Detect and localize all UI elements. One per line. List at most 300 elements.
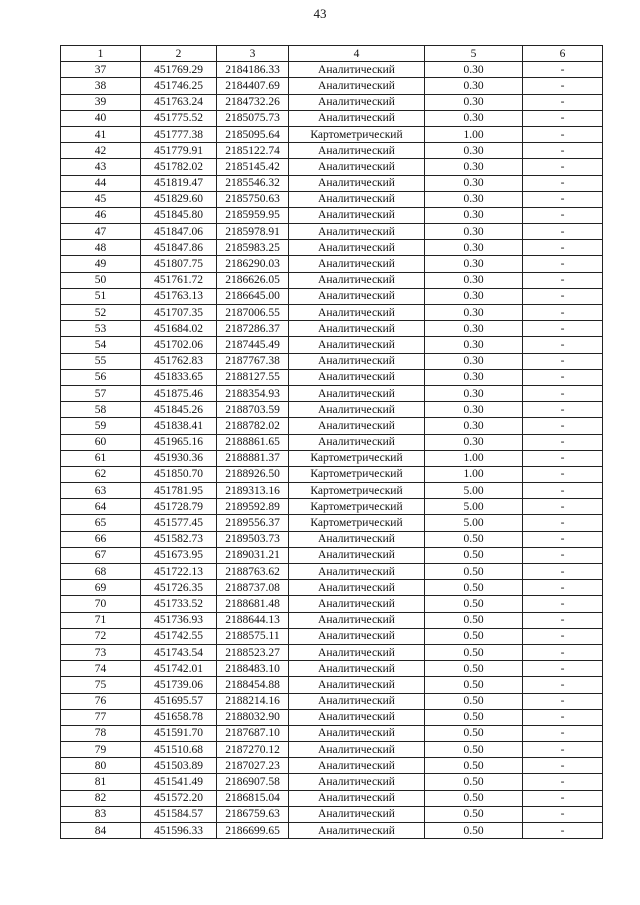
method-cell: Аналитический: [289, 288, 425, 304]
accuracy-cell: 0.30: [425, 175, 523, 191]
method-cell: Аналитический: [289, 240, 425, 256]
y-coordinate-cell: 2188483.10: [217, 661, 289, 677]
accuracy-cell: 0.30: [425, 337, 523, 353]
point-number-cell: 44: [61, 175, 141, 191]
accuracy-cell: 0.30: [425, 240, 523, 256]
accuracy-cell: 0.50: [425, 661, 523, 677]
note-cell: -: [523, 466, 603, 482]
point-number-cell: 74: [61, 661, 141, 677]
note-cell: -: [523, 94, 603, 110]
method-cell: Аналитический: [289, 806, 425, 822]
page-number: 43: [313, 6, 327, 21]
y-coordinate-cell: 2186699.65: [217, 823, 289, 839]
table-row: [61, 547, 603, 563]
point-number-cell: 50: [61, 272, 141, 288]
point-number-cell: 38: [61, 78, 141, 94]
point-number-cell: 76: [61, 693, 141, 709]
x-coordinate-cell: 451503.89: [141, 758, 217, 774]
method-cell: Аналитический: [289, 628, 425, 644]
point-number-cell: 58: [61, 402, 141, 418]
y-coordinate-cell: 2184732.26: [217, 94, 289, 110]
x-coordinate-cell: 451743.54: [141, 644, 217, 660]
method-cell: Аналитический: [289, 94, 425, 110]
point-number-cell: 48: [61, 240, 141, 256]
accuracy-cell: 0.30: [425, 369, 523, 385]
point-number-cell: 73: [61, 644, 141, 660]
method-cell: Аналитический: [289, 224, 425, 240]
point-number-cell: 66: [61, 531, 141, 547]
accuracy-cell: 0.30: [425, 94, 523, 110]
note-cell: -: [523, 564, 603, 580]
table-row: [61, 564, 603, 580]
y-coordinate-cell: 2188782.02: [217, 418, 289, 434]
note-cell: -: [523, 337, 603, 353]
x-coordinate-cell: 451742.01: [141, 661, 217, 677]
method-cell: Аналитический: [289, 742, 425, 758]
accuracy-cell: 0.30: [425, 272, 523, 288]
note-cell: -: [523, 305, 603, 321]
note-cell: -: [523, 644, 603, 660]
method-cell: Картометрический: [289, 483, 425, 499]
method-cell: Аналитический: [289, 110, 425, 126]
note-cell: -: [523, 531, 603, 547]
method-cell: Аналитический: [289, 305, 425, 321]
method-cell: Аналитический: [289, 418, 425, 434]
table-row: [61, 515, 603, 531]
method-cell: Аналитический: [289, 725, 425, 741]
point-number-cell: 64: [61, 499, 141, 515]
method-cell: Аналитический: [289, 661, 425, 677]
y-coordinate-cell: 2186815.04: [217, 790, 289, 806]
y-coordinate-cell: 2188127.55: [217, 369, 289, 385]
y-coordinate-cell: 2186290.03: [217, 256, 289, 272]
y-coordinate-cell: 2185095.64: [217, 126, 289, 142]
note-cell: -: [523, 272, 603, 288]
table-row: [61, 110, 603, 126]
coordinates-table: [60, 45, 603, 839]
method-cell: Аналитический: [289, 644, 425, 660]
x-coordinate-cell: 451572.20: [141, 790, 217, 806]
note-cell: -: [523, 628, 603, 644]
accuracy-cell: 0.30: [425, 385, 523, 401]
y-coordinate-cell: 2188644.13: [217, 612, 289, 628]
point-number-cell: 68: [61, 564, 141, 580]
note-cell: -: [523, 256, 603, 272]
accuracy-cell: 0.30: [425, 353, 523, 369]
x-coordinate-cell: 451726.35: [141, 580, 217, 596]
note-cell: -: [523, 823, 603, 839]
note-cell: -: [523, 596, 603, 612]
method-cell: Аналитический: [289, 790, 425, 806]
x-coordinate-cell: 451847.86: [141, 240, 217, 256]
method-cell: Аналитический: [289, 709, 425, 725]
point-number-cell: 82: [61, 790, 141, 806]
method-cell: Аналитический: [289, 402, 425, 418]
table-body: [61, 62, 603, 839]
x-coordinate-cell: 451850.70: [141, 466, 217, 482]
x-coordinate-cell: 451781.95: [141, 483, 217, 499]
table-row: [61, 790, 603, 806]
table-row: [61, 369, 603, 385]
table-row: [61, 126, 603, 142]
y-coordinate-cell: 2187270.12: [217, 742, 289, 758]
y-coordinate-cell: 2188454.88: [217, 677, 289, 693]
column-header: 2: [141, 46, 217, 62]
y-coordinate-cell: 2187767.38: [217, 353, 289, 369]
point-number-cell: 70: [61, 596, 141, 612]
note-cell: -: [523, 288, 603, 304]
point-number-cell: 84: [61, 823, 141, 839]
y-coordinate-cell: 2188703.59: [217, 402, 289, 418]
point-number-cell: 42: [61, 143, 141, 159]
y-coordinate-cell: 2187445.49: [217, 337, 289, 353]
method-cell: Аналитический: [289, 758, 425, 774]
method-cell: Аналитический: [289, 823, 425, 839]
method-cell: Аналитический: [289, 596, 425, 612]
x-coordinate-cell: 451845.26: [141, 402, 217, 418]
y-coordinate-cell: 2185546.32: [217, 175, 289, 191]
table-row: [61, 62, 603, 78]
x-coordinate-cell: 451819.47: [141, 175, 217, 191]
point-number-cell: 69: [61, 580, 141, 596]
accuracy-cell: 0.50: [425, 644, 523, 660]
point-number-cell: 39: [61, 94, 141, 110]
x-coordinate-cell: 451779.91: [141, 143, 217, 159]
x-coordinate-cell: 451847.06: [141, 224, 217, 240]
point-number-cell: 67: [61, 547, 141, 563]
point-number-cell: 78: [61, 725, 141, 741]
y-coordinate-cell: 2186626.05: [217, 272, 289, 288]
accuracy-cell: 0.50: [425, 580, 523, 596]
method-cell: Аналитический: [289, 774, 425, 790]
y-coordinate-cell: 2184186.33: [217, 62, 289, 78]
table-row: [61, 644, 603, 660]
table-header-row: [61, 46, 603, 62]
y-coordinate-cell: 2188681.48: [217, 596, 289, 612]
point-number-cell: 72: [61, 628, 141, 644]
table-row: [61, 256, 603, 272]
point-number-cell: 43: [61, 159, 141, 175]
accuracy-cell: 0.30: [425, 402, 523, 418]
point-number-cell: 81: [61, 774, 141, 790]
accuracy-cell: 0.50: [425, 677, 523, 693]
y-coordinate-cell: 2187027.23: [217, 758, 289, 774]
method-cell: Аналитический: [289, 62, 425, 78]
y-coordinate-cell: 2188214.16: [217, 693, 289, 709]
note-cell: -: [523, 677, 603, 693]
method-cell: Аналитический: [289, 353, 425, 369]
note-cell: -: [523, 709, 603, 725]
x-coordinate-cell: 451728.79: [141, 499, 217, 515]
y-coordinate-cell: 2186645.00: [217, 288, 289, 304]
method-cell: Аналитический: [289, 580, 425, 596]
method-cell: Аналитический: [289, 677, 425, 693]
point-number-cell: 62: [61, 466, 141, 482]
accuracy-cell: 0.30: [425, 110, 523, 126]
x-coordinate-cell: 451829.60: [141, 191, 217, 207]
accuracy-cell: 0.50: [425, 806, 523, 822]
point-number-cell: 49: [61, 256, 141, 272]
note-cell: -: [523, 78, 603, 94]
table-row: [61, 78, 603, 94]
x-coordinate-cell: 451684.02: [141, 321, 217, 337]
y-coordinate-cell: 2189556.37: [217, 515, 289, 531]
x-coordinate-cell: 451782.02: [141, 159, 217, 175]
y-coordinate-cell: 2185145.42: [217, 159, 289, 175]
x-coordinate-cell: 451742.55: [141, 628, 217, 644]
method-cell: Картометрический: [289, 126, 425, 142]
method-cell: Аналитический: [289, 143, 425, 159]
note-cell: -: [523, 321, 603, 337]
x-coordinate-cell: 451746.25: [141, 78, 217, 94]
note-cell: -: [523, 499, 603, 515]
method-cell: Аналитический: [289, 385, 425, 401]
note-cell: -: [523, 661, 603, 677]
accuracy-cell: 0.30: [425, 143, 523, 159]
method-cell: Аналитический: [289, 78, 425, 94]
x-coordinate-cell: 451577.45: [141, 515, 217, 531]
y-coordinate-cell: 2188881.37: [217, 450, 289, 466]
table-row: [61, 191, 603, 207]
x-coordinate-cell: 451807.75: [141, 256, 217, 272]
note-cell: -: [523, 224, 603, 240]
table-row: [61, 337, 603, 353]
accuracy-cell: 0.30: [425, 191, 523, 207]
accuracy-cell: 5.00: [425, 515, 523, 531]
table-row: [61, 628, 603, 644]
note-cell: -: [523, 191, 603, 207]
y-coordinate-cell: 2185978.91: [217, 224, 289, 240]
x-coordinate-cell: 451733.52: [141, 596, 217, 612]
accuracy-cell: 0.50: [425, 628, 523, 644]
point-number-cell: 55: [61, 353, 141, 369]
y-coordinate-cell: 2184407.69: [217, 78, 289, 94]
x-coordinate-cell: 451775.52: [141, 110, 217, 126]
x-coordinate-cell: 451695.57: [141, 693, 217, 709]
note-cell: -: [523, 758, 603, 774]
accuracy-cell: 0.50: [425, 547, 523, 563]
accuracy-cell: 1.00: [425, 450, 523, 466]
y-coordinate-cell: 2186907.58: [217, 774, 289, 790]
point-number-cell: 60: [61, 434, 141, 450]
x-coordinate-cell: 451763.13: [141, 288, 217, 304]
x-coordinate-cell: 451845.80: [141, 207, 217, 223]
column-header: 5: [425, 46, 523, 62]
method-cell: Аналитический: [289, 191, 425, 207]
x-coordinate-cell: 451875.46: [141, 385, 217, 401]
x-coordinate-cell: 451658.78: [141, 709, 217, 725]
method-cell: Картометрический: [289, 466, 425, 482]
table-row: [61, 434, 603, 450]
table-row: [61, 353, 603, 369]
y-coordinate-cell: 2189592.89: [217, 499, 289, 515]
accuracy-cell: 0.30: [425, 288, 523, 304]
table-row: [61, 385, 603, 401]
table-row: [61, 159, 603, 175]
table-row: [61, 224, 603, 240]
y-coordinate-cell: 2189313.16: [217, 483, 289, 499]
note-cell: -: [523, 434, 603, 450]
table-row: [61, 499, 603, 515]
method-cell: Аналитический: [289, 159, 425, 175]
table-row: [61, 207, 603, 223]
table-row: [61, 288, 603, 304]
point-number-cell: 77: [61, 709, 141, 725]
x-coordinate-cell: 451777.38: [141, 126, 217, 142]
note-cell: -: [523, 369, 603, 385]
accuracy-cell: 5.00: [425, 483, 523, 499]
accuracy-cell: 0.50: [425, 758, 523, 774]
note-cell: -: [523, 175, 603, 191]
table-row: [61, 466, 603, 482]
y-coordinate-cell: 2187687.10: [217, 725, 289, 741]
point-number-cell: 83: [61, 806, 141, 822]
table-row: [61, 94, 603, 110]
table-row: [61, 758, 603, 774]
note-cell: -: [523, 483, 603, 499]
accuracy-cell: 0.50: [425, 742, 523, 758]
point-number-cell: 40: [61, 110, 141, 126]
note-cell: -: [523, 450, 603, 466]
point-number-cell: 45: [61, 191, 141, 207]
accuracy-cell: 0.50: [425, 725, 523, 741]
accuracy-cell: 0.50: [425, 774, 523, 790]
x-coordinate-cell: 451761.72: [141, 272, 217, 288]
table-row: [61, 709, 603, 725]
accuracy-cell: 0.30: [425, 256, 523, 272]
x-coordinate-cell: 451722.13: [141, 564, 217, 580]
table-row: [61, 321, 603, 337]
y-coordinate-cell: 2188354.93: [217, 385, 289, 401]
column-header: 4: [289, 46, 425, 62]
note-cell: -: [523, 790, 603, 806]
point-number-cell: 47: [61, 224, 141, 240]
note-cell: -: [523, 725, 603, 741]
accuracy-cell: 1.00: [425, 466, 523, 482]
accuracy-cell: 0.30: [425, 321, 523, 337]
method-cell: Аналитический: [289, 256, 425, 272]
method-cell: Аналитический: [289, 272, 425, 288]
point-number-cell: 59: [61, 418, 141, 434]
note-cell: -: [523, 515, 603, 531]
y-coordinate-cell: 2187006.55: [217, 305, 289, 321]
x-coordinate-cell: 451541.49: [141, 774, 217, 790]
y-coordinate-cell: 2188575.11: [217, 628, 289, 644]
point-number-cell: 54: [61, 337, 141, 353]
note-cell: -: [523, 612, 603, 628]
accuracy-cell: 0.50: [425, 823, 523, 839]
accuracy-cell: 0.30: [425, 418, 523, 434]
x-coordinate-cell: 451596.33: [141, 823, 217, 839]
column-header: 6: [523, 46, 603, 62]
note-cell: -: [523, 159, 603, 175]
method-cell: Картометрический: [289, 515, 425, 531]
point-number-cell: 75: [61, 677, 141, 693]
point-number-cell: 65: [61, 515, 141, 531]
accuracy-cell: 0.50: [425, 564, 523, 580]
accuracy-cell: 0.50: [425, 709, 523, 725]
note-cell: -: [523, 353, 603, 369]
point-number-cell: 57: [61, 385, 141, 401]
x-coordinate-cell: 451510.68: [141, 742, 217, 758]
y-coordinate-cell: 2186759.63: [217, 806, 289, 822]
method-cell: Аналитический: [289, 531, 425, 547]
note-cell: -: [523, 62, 603, 78]
x-coordinate-cell: 451838.41: [141, 418, 217, 434]
table-row: [61, 823, 603, 839]
method-cell: Аналитический: [289, 175, 425, 191]
accuracy-cell: 0.50: [425, 693, 523, 709]
y-coordinate-cell: 2189031.21: [217, 547, 289, 563]
point-number-cell: 79: [61, 742, 141, 758]
x-coordinate-cell: 451833.65: [141, 369, 217, 385]
accuracy-cell: 5.00: [425, 499, 523, 515]
accuracy-cell: 0.30: [425, 207, 523, 223]
y-coordinate-cell: 2188523.27: [217, 644, 289, 660]
x-coordinate-cell: 451736.93: [141, 612, 217, 628]
y-coordinate-cell: 2185983.25: [217, 240, 289, 256]
note-cell: -: [523, 693, 603, 709]
y-coordinate-cell: 2185075.73: [217, 110, 289, 126]
table-row: [61, 806, 603, 822]
note-cell: -: [523, 207, 603, 223]
table-row: [61, 774, 603, 790]
y-coordinate-cell: 2189503.73: [217, 531, 289, 547]
note-cell: -: [523, 110, 603, 126]
method-cell: Аналитический: [289, 321, 425, 337]
table-row: [61, 596, 603, 612]
method-cell: Аналитический: [289, 337, 425, 353]
accuracy-cell: 0.50: [425, 596, 523, 612]
point-number-cell: 46: [61, 207, 141, 223]
y-coordinate-cell: 2188763.62: [217, 564, 289, 580]
y-coordinate-cell: 2188861.65: [217, 434, 289, 450]
x-coordinate-cell: 451769.29: [141, 62, 217, 78]
method-cell: Картометрический: [289, 450, 425, 466]
note-cell: -: [523, 418, 603, 434]
note-cell: -: [523, 402, 603, 418]
point-number-cell: 56: [61, 369, 141, 385]
note-cell: -: [523, 240, 603, 256]
y-coordinate-cell: 2187286.37: [217, 321, 289, 337]
table-row: [61, 450, 603, 466]
table-row: [61, 612, 603, 628]
point-number-cell: 52: [61, 305, 141, 321]
table-row: [61, 418, 603, 434]
table-row: [61, 677, 603, 693]
point-number-cell: 61: [61, 450, 141, 466]
x-coordinate-cell: 451591.70: [141, 725, 217, 741]
x-coordinate-cell: 451702.06: [141, 337, 217, 353]
method-cell: Аналитический: [289, 693, 425, 709]
note-cell: -: [523, 742, 603, 758]
y-coordinate-cell: 2185122.74: [217, 143, 289, 159]
y-coordinate-cell: 2188032.90: [217, 709, 289, 725]
note-cell: -: [523, 385, 603, 401]
note-cell: -: [523, 580, 603, 596]
table-row: [61, 305, 603, 321]
accuracy-cell: 0.50: [425, 531, 523, 547]
x-coordinate-cell: 451584.57: [141, 806, 217, 822]
accuracy-cell: 0.30: [425, 159, 523, 175]
method-cell: Аналитический: [289, 612, 425, 628]
column-header: 1: [61, 46, 141, 62]
method-cell: Аналитический: [289, 564, 425, 580]
accuracy-cell: 0.50: [425, 790, 523, 806]
method-cell: Аналитический: [289, 369, 425, 385]
accuracy-cell: 0.30: [425, 224, 523, 240]
method-cell: Аналитический: [289, 434, 425, 450]
